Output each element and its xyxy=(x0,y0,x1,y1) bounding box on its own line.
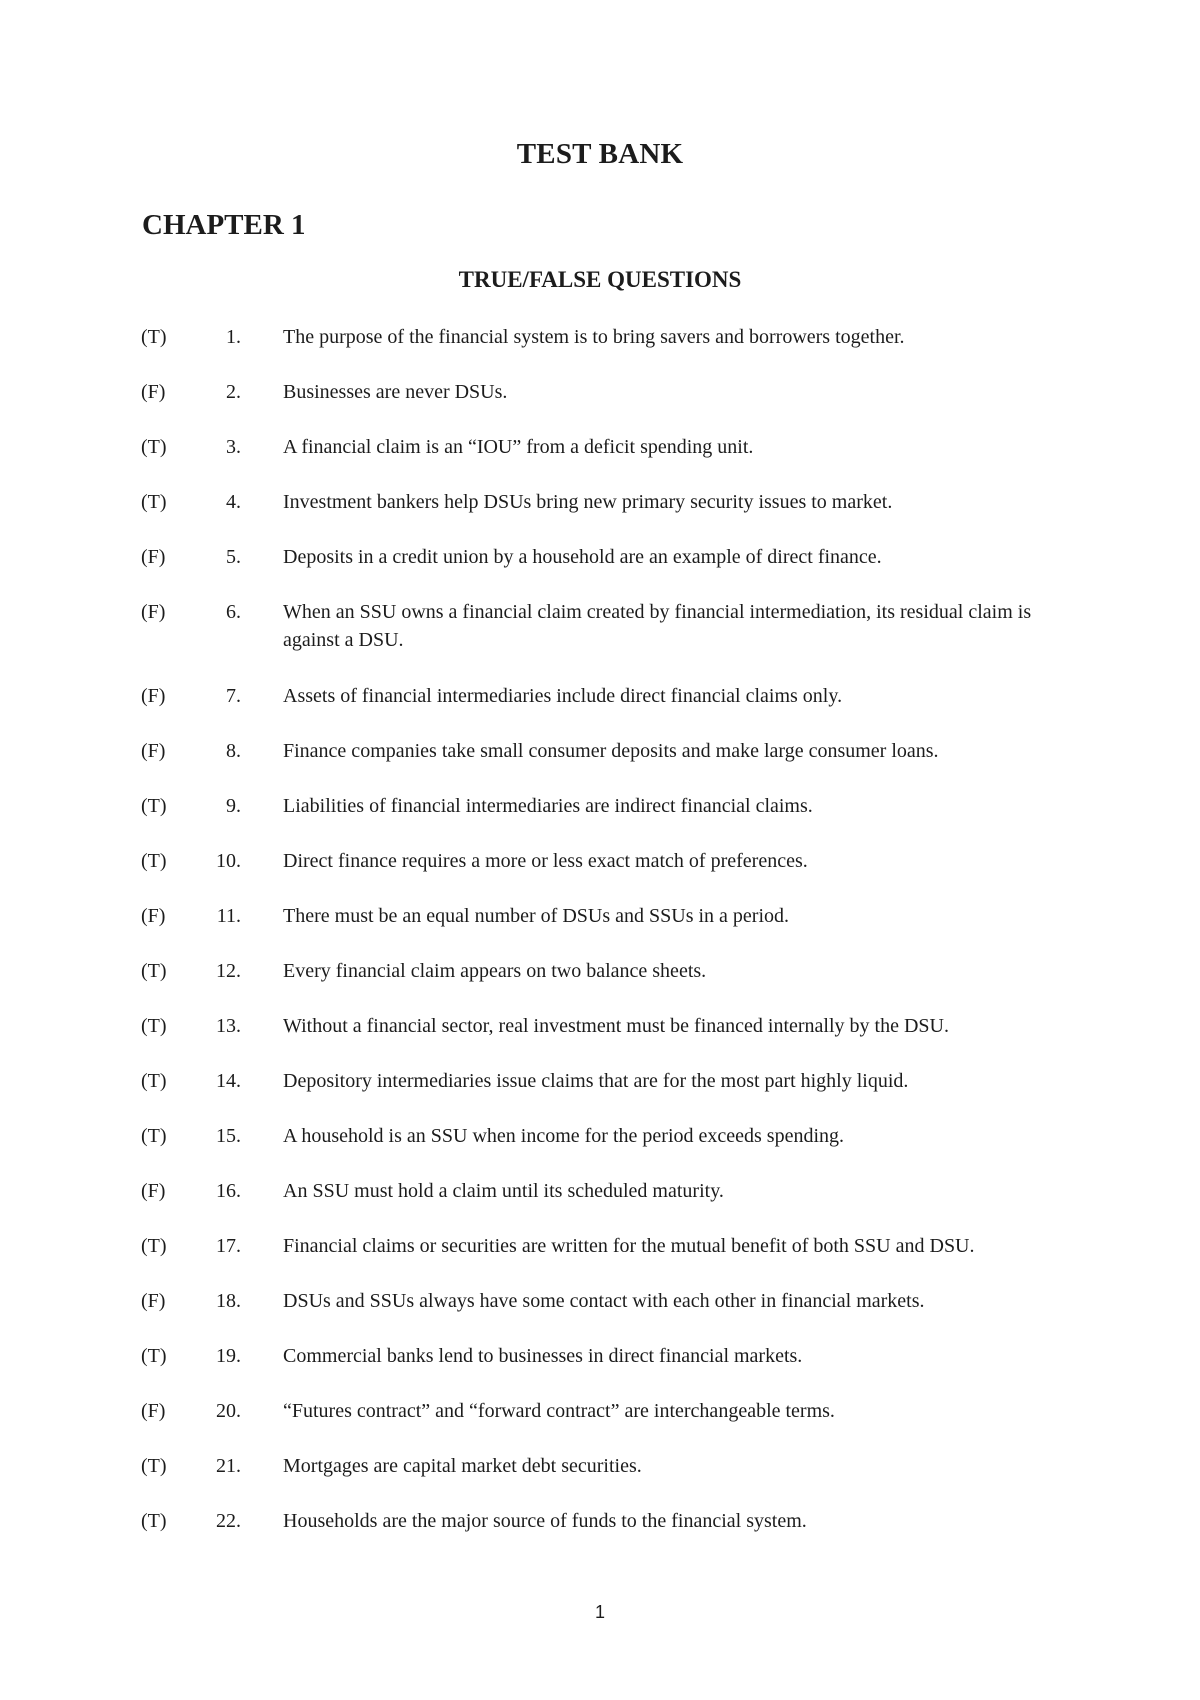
question-item xyxy=(0,488,1200,543)
question-text: Depository intermediaries issue claims that are for the most part highly liquid. xyxy=(283,1070,909,1092)
answer-key: (F) xyxy=(141,381,166,403)
question-text: Without a financial sector, real investment must be financed internally by the DSU. xyxy=(283,1015,949,1037)
question-item xyxy=(0,1012,1200,1067)
page-number: 1 xyxy=(594,1602,605,1622)
question-item xyxy=(0,847,1200,902)
question-number: 13. xyxy=(216,1015,241,1037)
question-number: 14. xyxy=(216,1070,241,1092)
question-text: An SSU must hold a claim until its scheduled maturity. xyxy=(283,1180,724,1202)
question-item xyxy=(0,323,1200,378)
question-number: 10. xyxy=(216,850,241,872)
question-number: 4. xyxy=(226,491,241,513)
answer-key: (F) xyxy=(141,905,166,927)
document-title: TEST BANK xyxy=(516,138,684,170)
question-text: Financial claims or securities are written for the mutual benefit of both SSU and DSU. xyxy=(283,1235,975,1257)
question-text: Commercial banks lend to businesses in direct financial markets. xyxy=(283,1345,803,1367)
answer-key: (T) xyxy=(141,1235,167,1257)
question-text: Direct finance requires a more or less exact match of preferences. xyxy=(283,850,808,872)
question-number: 5. xyxy=(226,546,241,568)
question-number: 16. xyxy=(216,1180,241,1202)
question-text: Finance companies take small consumer deposits and make large consumer loans. xyxy=(283,740,939,762)
question-item xyxy=(0,1397,1200,1452)
answer-key: (T) xyxy=(141,960,167,982)
question-number: 20. xyxy=(216,1400,241,1422)
question-text: “Futures contract” and “forward contract” are interchangeable terms. xyxy=(283,1400,835,1422)
question-number: 9. xyxy=(226,795,241,817)
question-item xyxy=(0,1452,1200,1507)
question-text: Liabilities of financial intermediaries are indirect financial claims. xyxy=(283,795,813,817)
question-text: A financial claim is an “IOU” from a deficit spending unit. xyxy=(283,436,754,458)
question-item xyxy=(0,682,1200,737)
answer-key: (F) xyxy=(141,601,166,623)
answer-key: (T) xyxy=(141,850,167,872)
answer-key: (T) xyxy=(141,1125,167,1147)
question-item xyxy=(0,957,1200,1012)
answer-key: (F) xyxy=(141,1180,166,1202)
question-text: When an SSU owns a financial claim created by financial intermediation, its residual claim is against a DSU. xyxy=(283,601,1032,651)
question-text: There must be an equal number of DSUs and SSUs in a period. xyxy=(283,905,790,927)
question-text: Businesses are never DSUs. xyxy=(283,381,508,403)
answer-key: (T) xyxy=(141,1510,167,1532)
question-item xyxy=(0,1122,1200,1177)
question-list xyxy=(0,323,1200,1562)
answer-key: (T) xyxy=(141,795,167,817)
answer-key: (F) xyxy=(141,685,166,707)
question-number: 18. xyxy=(216,1290,241,1312)
question-item xyxy=(0,378,1200,433)
question-number: 1. xyxy=(226,326,241,348)
question-text: Assets of financial intermediaries include direct financial claims only. xyxy=(283,685,843,707)
answer-key: (T) xyxy=(141,1070,167,1092)
answer-key: (T) xyxy=(141,1015,167,1037)
answer-key: (F) xyxy=(141,546,166,568)
answer-key: (T) xyxy=(141,326,167,348)
answer-key: (T) xyxy=(141,1345,167,1367)
answer-key: (T) xyxy=(141,1455,167,1477)
question-text: Every financial claim appears on two balance sheets. xyxy=(283,960,707,982)
question-number: 7. xyxy=(226,685,241,707)
question-number: 6. xyxy=(226,601,241,623)
question-item xyxy=(0,1067,1200,1122)
answer-key: (F) xyxy=(141,1400,166,1422)
question-item xyxy=(0,902,1200,957)
question-number: 21. xyxy=(216,1455,241,1477)
question-item xyxy=(0,1507,1200,1562)
question-text: Deposits in a credit union by a household are an example of direct finance. xyxy=(283,546,882,568)
question-item xyxy=(0,598,1200,682)
question-item xyxy=(0,792,1200,847)
chapter-heading: CHAPTER 1 xyxy=(142,209,306,241)
question-number: 22. xyxy=(216,1510,241,1532)
question-number: 2. xyxy=(226,381,241,403)
answer-key: (F) xyxy=(141,1290,166,1312)
question-number: 15. xyxy=(216,1125,241,1147)
answer-key: (T) xyxy=(141,436,167,458)
question-item xyxy=(0,1342,1200,1397)
question-number: 12. xyxy=(216,960,241,982)
question-item xyxy=(0,1232,1200,1287)
section-heading: TRUE/FALSE QUESTIONS xyxy=(458,267,742,292)
question-text: Investment bankers help DSUs bring new primary security issues to market. xyxy=(283,491,893,513)
question-text: Households are the major source of funds to the financial system. xyxy=(283,1510,807,1532)
question-number: 8. xyxy=(226,740,241,762)
question-text: The purpose of the financial system is to bring savers and borrowers together. xyxy=(283,326,905,348)
question-item xyxy=(0,543,1200,598)
question-number: 19. xyxy=(216,1345,241,1367)
question-item xyxy=(0,737,1200,792)
question-item xyxy=(0,1177,1200,1232)
question-text: A household is an SSU when income for the period exceeds spending. xyxy=(283,1125,845,1147)
question-text: Mortgages are capital market debt securities. xyxy=(283,1455,642,1477)
question-number: 17. xyxy=(216,1235,241,1257)
question-number: 3. xyxy=(226,436,241,458)
answer-key: (F) xyxy=(141,740,166,762)
question-item xyxy=(0,1287,1200,1342)
question-text: DSUs and SSUs always have some contact with each other in financial markets. xyxy=(283,1290,925,1312)
answer-key: (T) xyxy=(141,491,167,513)
question-number: 11. xyxy=(216,905,241,927)
question-item xyxy=(0,433,1200,488)
